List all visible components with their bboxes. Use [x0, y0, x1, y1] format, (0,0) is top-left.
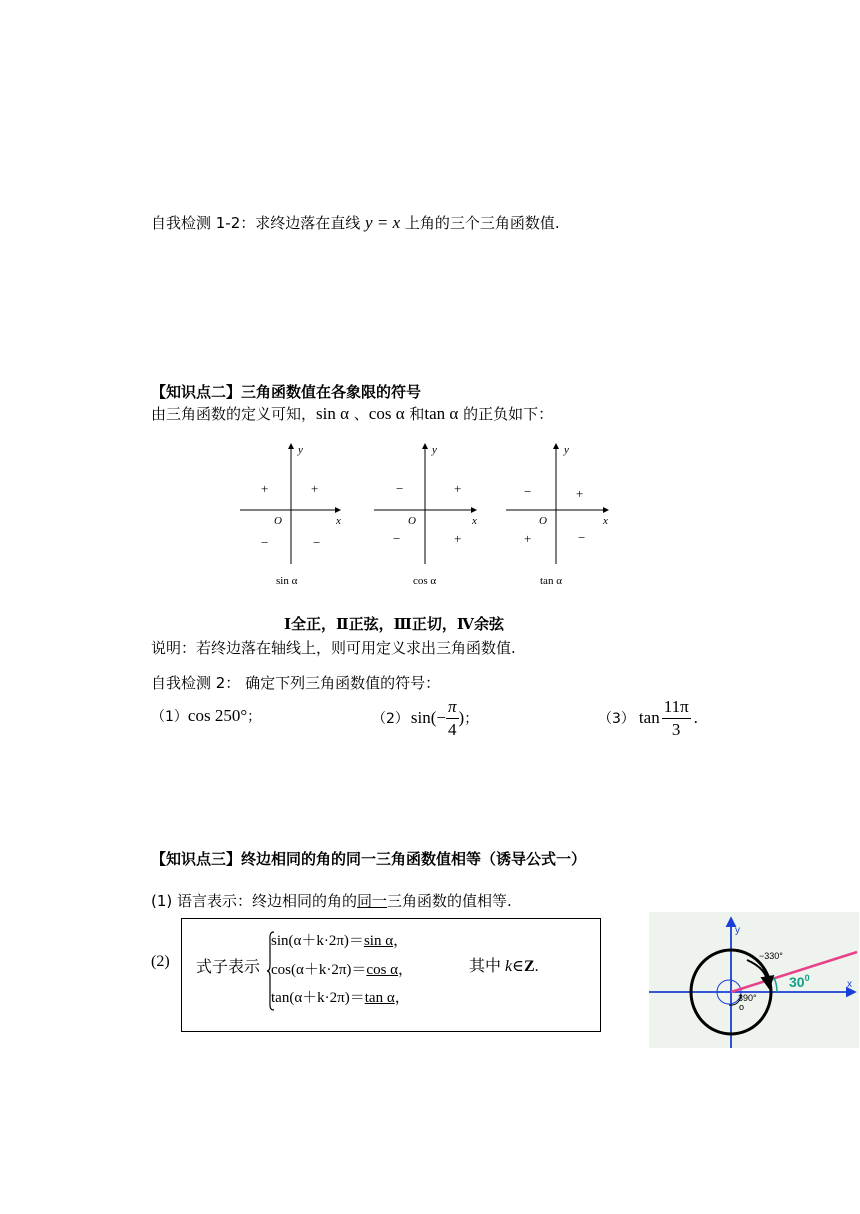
sign-graphs-svg [230, 438, 620, 590]
axis-x-label: x [603, 515, 608, 527]
label-o: o [739, 1002, 745, 1012]
sign-q4: − [313, 535, 321, 550]
graph-caption: sin α [276, 575, 298, 587]
axis-y-label: y [564, 444, 569, 456]
sign-q3: − [261, 535, 269, 550]
cos-graph [374, 444, 477, 587]
self-check-2-title: 自我检测 2： 确定下列三角函数值的符号： [151, 674, 441, 692]
self-check-2-item2: （2） sin(− $\frac{\pi}{4}$ ) ； [372, 696, 479, 739]
sign-q4: + [454, 531, 462, 546]
sign-q1: + [576, 486, 584, 501]
sign-q2: − [396, 481, 404, 496]
sin-graph [240, 444, 341, 587]
kp3-heading: 【知识点三】终边相同的角的同一三角函数值相等（诱导公式一） [151, 850, 587, 868]
formula-sin: sin(α＋k·2π)＝sin α， [271, 933, 409, 949]
coterminal-angle-svg [649, 912, 859, 1048]
formula-box-label: 式子表示 [196, 959, 261, 976]
formula-box [181, 918, 601, 1032]
graph-caption: tan α [540, 575, 562, 587]
kp3-item2-label: (2) [151, 953, 170, 970]
label-x: x [847, 979, 852, 990]
kp2-heading: 【知识点二】三角函数值在各象限的符号 [151, 383, 422, 401]
sign-q3: + [524, 531, 532, 546]
label-neg330: −330° [759, 951, 783, 961]
axis-y-label: y [298, 444, 303, 456]
tan-graph [506, 444, 608, 587]
formula-tan: tan(α＋k·2π)＝tan α， [271, 990, 410, 1006]
kp2-note: 说明：若终边落在轴线上，则可用定义求出三角函数值. [151, 639, 516, 657]
label-30 [789, 973, 810, 990]
sign-q3: − [393, 531, 401, 546]
axis-x-label: x [336, 515, 341, 527]
fraction-11pi-over-3: $\frac{11\pi}{3}$ [663, 696, 689, 739]
sign-q1: + [311, 481, 319, 496]
sign-q4: − [578, 530, 586, 545]
coterminal-angle-figure [649, 912, 859, 1048]
label-30-sup: 0 [804, 973, 810, 983]
formula-where: 其中 k∈Z. [469, 958, 539, 975]
self-check-2-item3: （3） tan $\frac{11\pi}{3}$ . [598, 696, 698, 739]
label-y: y [735, 925, 740, 936]
sign-q2: + [261, 481, 269, 496]
kp3-line1: (1) 语言表示：终边相同的角的同一三角函数的值相等. [151, 892, 512, 910]
origin-label: O [274, 515, 282, 527]
origin-label: O [539, 515, 547, 527]
label-30-value: 30 [789, 974, 805, 990]
axis-x-label: x [472, 515, 477, 527]
graph-caption: cos α [413, 575, 437, 587]
label-390: 390° [738, 993, 757, 1003]
sign-q1: + [454, 481, 462, 496]
sign-graphs [230, 438, 620, 590]
formula-cos: cos(α＋k·2π)＝cos α， [271, 962, 414, 978]
quadrant-mnemonic: Ⅰ全正，Ⅱ正弦，Ⅲ正切，Ⅳ余弦 [284, 617, 504, 633]
sign-q2: − [524, 484, 532, 499]
self-check-1-2: 自我检测 1-2：求终边落在直线 y = x 上角的三个三角函数值. [151, 213, 560, 232]
kp2-intro: 由三角函数的定义可知，sin α 、cos α 和tan α 的正负如下： [151, 404, 554, 423]
fraction-pi-over-4: $\frac{\pi}{4}$ [448, 696, 457, 739]
origin-label: O [408, 515, 416, 527]
self-check-2-item1: （1）cos 250°； [151, 706, 262, 725]
axis-y-label: y [432, 444, 437, 456]
